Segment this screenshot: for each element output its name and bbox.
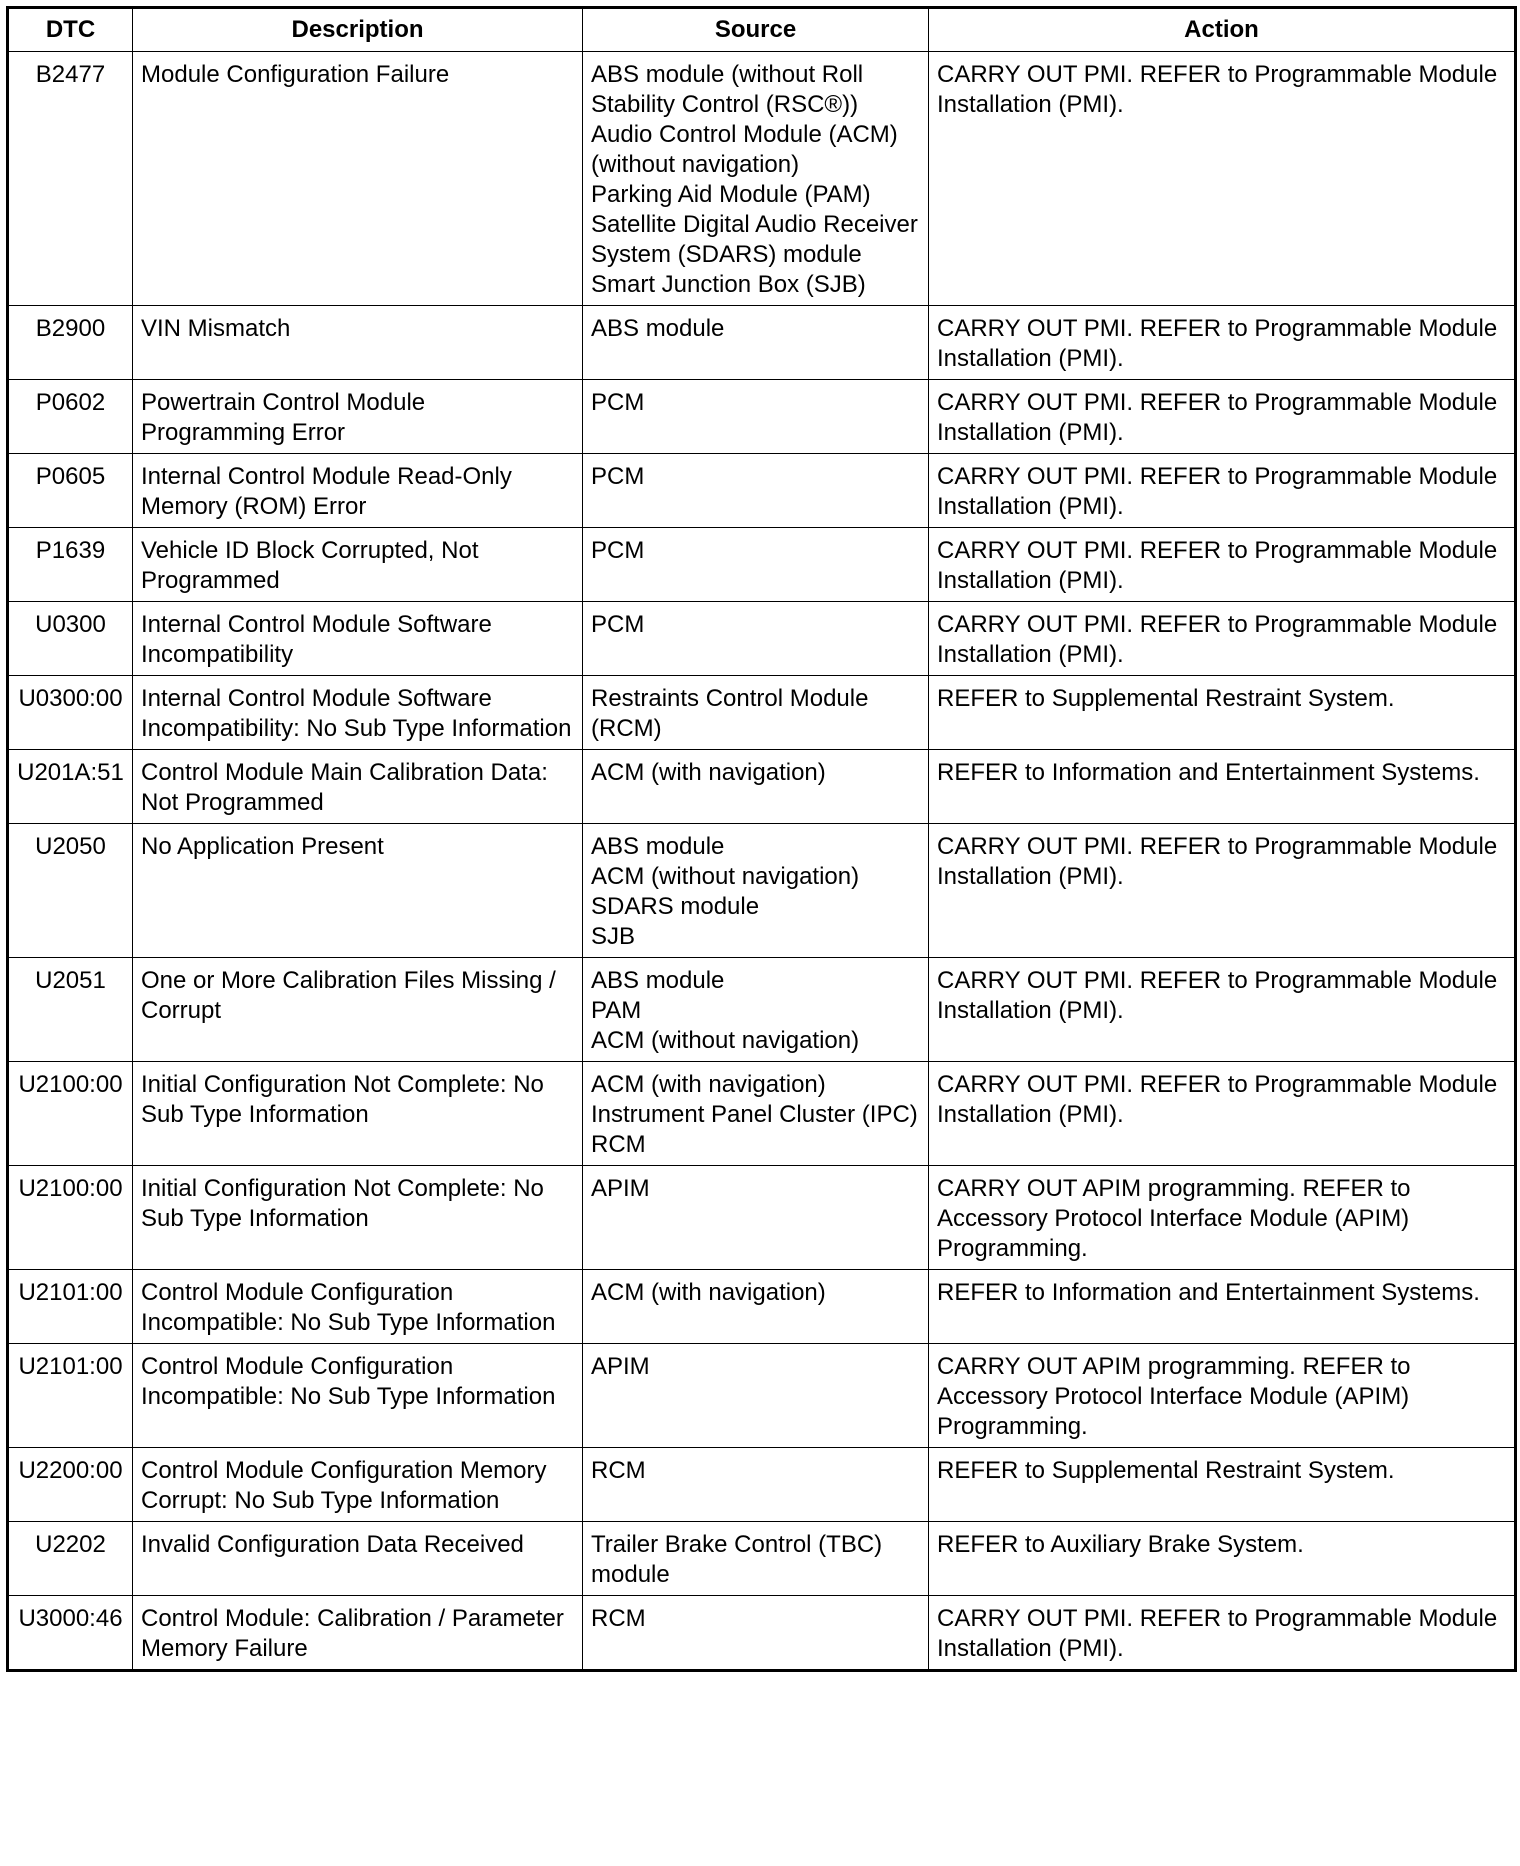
table-row [8,306,1516,380]
source-line: RCM [591,1605,646,1632]
action-cell: REFER to Auxiliary Brake System. [929,1522,1516,1596]
source-cell [583,1596,929,1671]
source-line: Instrument Panel Cluster (IPC) [591,1101,918,1128]
source-line: ACM (without navigation) [591,1027,860,1054]
description-cell: Vehicle ID Block Corrupted, Not Programmed [133,528,583,602]
table-row [8,1166,1516,1270]
dtc-code-cell: U0300:00 [8,676,133,750]
table-row [8,824,1516,958]
source-cell [583,1344,929,1448]
source-line: Restraints Control Module (RCM) [591,685,876,742]
source-line: ACM (with navigation) [591,1279,826,1306]
dtc-code-cell: U2101:00 [8,1344,133,1448]
source-line: PCM [591,389,645,416]
description-cell: Internal Control Module Read-Only Memory (ROM) Error [133,454,583,528]
table-row [8,1448,1516,1522]
description-cell: Powertrain Control Module Programming Error [133,380,583,454]
dtc-code-cell: U2202 [8,1522,133,1596]
dtc-code-cell: P1639 [8,528,133,602]
description-cell: Initial Configuration Not Complete: No Sub Type Information [133,1062,583,1166]
source-cell [583,602,929,676]
description-cell: Internal Control Module Software Incompatibility [133,602,583,676]
dtc-code-cell: U2050 [8,824,133,958]
table-row [8,958,1516,1062]
source-cell [583,454,929,528]
source-line: ABS module [591,315,725,342]
action-cell: CARRY OUT APIM programming. REFER to Accessory Protocol Interface Module (APIM) Programming. [929,1344,1516,1448]
source-line: PCM [591,537,645,564]
source-line: PCM [591,463,645,490]
description-cell: Control Module Main Calibration Data: Not Programmed [133,750,583,824]
dtc-code-cell: U3000:46 [8,1596,133,1671]
dtc-code-cell: B2900 [8,306,133,380]
action-cell: CARRY OUT APIM programming. REFER to Accessory Protocol Interface Module (APIM) Programming. [929,1166,1516,1270]
source-cell [583,750,929,824]
header-action: Action [929,8,1516,52]
description-cell: Control Module Configuration Memory Corrupt: No Sub Type Information [133,1448,583,1522]
source-line: APIM [591,1175,650,1202]
dtc-code-cell: P0602 [8,380,133,454]
source-cell [583,824,929,958]
table-row [8,1062,1516,1166]
table-row [8,528,1516,602]
header-source: Source [583,8,929,52]
action-cell: CARRY OUT PMI. REFER to Programmable Module Installation (PMI). [929,1596,1516,1671]
table-body [8,52,1516,1671]
source-line: Smart Junction Box (SJB) [591,271,866,298]
source-line: ACM (with navigation) [591,1071,826,1098]
source-line: ACM (without navigation) [591,863,860,890]
dtc-table [6,6,1517,1672]
source-line: APIM [591,1353,650,1380]
action-cell: CARRY OUT PMI. REFER to Programmable Module Installation (PMI). [929,824,1516,958]
dtc-code-cell: P0605 [8,454,133,528]
dtc-code-cell: U2200:00 [8,1448,133,1522]
table-row [8,1270,1516,1344]
source-cell [583,380,929,454]
source-cell [583,958,929,1062]
source-cell [583,1270,929,1344]
source-cell [583,528,929,602]
action-cell: REFER to Supplemental Restraint System. [929,676,1516,750]
source-line: Satellite Digital Audio Receiver System (SDARS) module [591,211,925,268]
description-cell: Control Module: Calibration / Parameter Memory Failure [133,1596,583,1671]
action-cell: REFER to Supplemental Restraint System. [929,1448,1516,1522]
source-line: Audio Control Module (ACM) (without navigation) [591,121,905,178]
source-line: Parking Aid Module (PAM) [591,181,871,208]
action-cell: REFER to Information and Entertainment Systems. [929,1270,1516,1344]
table-row [8,380,1516,454]
table-row [8,750,1516,824]
description-cell: Initial Configuration Not Complete: No Sub Type Information [133,1166,583,1270]
header-description: Description [133,8,583,52]
source-line: SJB [591,923,636,950]
source-cell [583,1062,929,1166]
dtc-code-cell: U2101:00 [8,1270,133,1344]
action-cell: CARRY OUT PMI. REFER to Programmable Module Installation (PMI). [929,52,1516,306]
source-line: PAM [591,997,642,1024]
action-cell: REFER to Information and Entertainment Systems. [929,750,1516,824]
source-line: ABS module (without Roll Stability Control (RSC®)) [591,61,870,118]
source-cell [583,1522,929,1596]
action-cell: CARRY OUT PMI. REFER to Programmable Module Installation (PMI). [929,528,1516,602]
description-cell: Invalid Configuration Data Received [133,1522,583,1596]
source-line: ACM (with navigation) [591,759,826,786]
source-line: RCM [591,1131,646,1158]
dtc-code-cell: U2100:00 [8,1166,133,1270]
dtc-code-cell: U0300 [8,602,133,676]
action-cell: CARRY OUT PMI. REFER to Programmable Module Installation (PMI). [929,454,1516,528]
table-row [8,454,1516,528]
action-cell: CARRY OUT PMI. REFER to Programmable Module Installation (PMI). [929,958,1516,1062]
source-cell [583,676,929,750]
source-line: ABS module [591,833,725,860]
header-dtc: DTC [8,8,133,52]
description-cell: Control Module Configuration Incompatible: No Sub Type Information [133,1270,583,1344]
table-row [8,52,1516,306]
dtc-code-cell: U2051 [8,958,133,1062]
table-row [8,1596,1516,1671]
table-header-row [8,8,1516,52]
description-cell: Internal Control Module Software Incompatibility: No Sub Type Information [133,676,583,750]
dtc-code-cell: B2477 [8,52,133,306]
table-row [8,1344,1516,1448]
description-cell: Module Configuration Failure [133,52,583,306]
table-row [8,602,1516,676]
source-cell [583,306,929,380]
action-cell: CARRY OUT PMI. REFER to Programmable Module Installation (PMI). [929,1062,1516,1166]
action-cell: CARRY OUT PMI. REFER to Programmable Module Installation (PMI). [929,306,1516,380]
source-line: Trailer Brake Control (TBC) module [591,1531,889,1588]
source-line: PCM [591,611,645,638]
dtc-code-cell: U201A:51 [8,750,133,824]
source-cell [583,1448,929,1522]
source-cell [583,52,929,306]
action-cell: CARRY OUT PMI. REFER to Programmable Module Installation (PMI). [929,380,1516,454]
description-cell: One or More Calibration Files Missing / Corrupt [133,958,583,1062]
table-row [8,1522,1516,1596]
description-cell: No Application Present [133,824,583,958]
description-cell: VIN Mismatch [133,306,583,380]
description-cell: Control Module Configuration Incompatible: No Sub Type Information [133,1344,583,1448]
table-row [8,676,1516,750]
action-cell: CARRY OUT PMI. REFER to Programmable Module Installation (PMI). [929,602,1516,676]
source-line: RCM [591,1457,646,1484]
source-line: SDARS module [591,893,760,920]
dtc-code-cell: U2100:00 [8,1062,133,1166]
source-cell [583,1166,929,1270]
source-line: ABS module [591,967,725,994]
